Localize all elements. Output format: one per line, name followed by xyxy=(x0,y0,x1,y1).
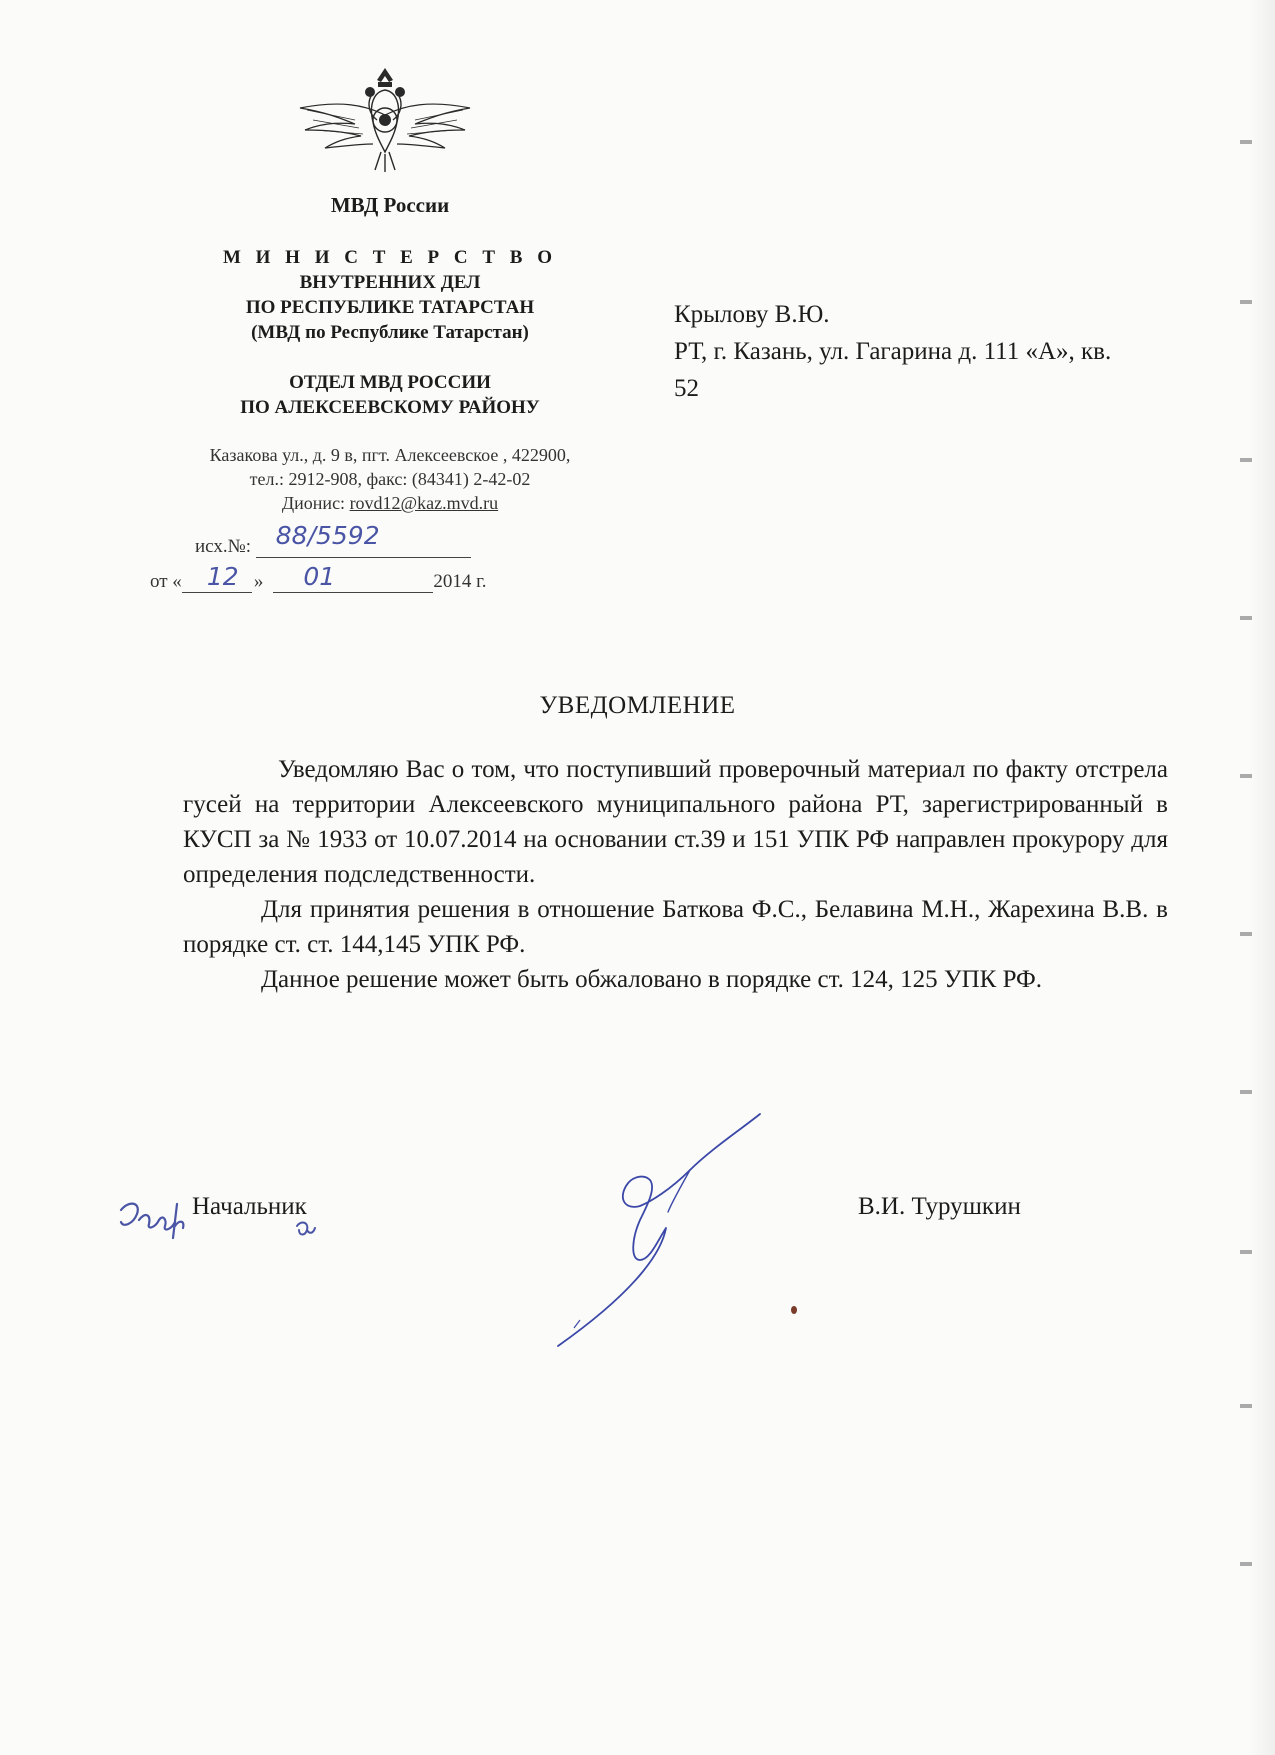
signature-scribble-icon xyxy=(540,1110,800,1350)
date-month-handwritten: 01 xyxy=(303,562,336,591)
outgoing-number-label: исх.№: xyxy=(195,536,252,557)
body-paragraph-1: Уведомляю Вас о том, что поступивший проверочный материал по факту отстрела гусей на территории Алексеевского муниципального района РТ, зарегистрированный в КУСП за № 1933 от 10.07.2014 на основании ст.39 и 151 УПК РФ направлен прокурору для определения подследственности. xyxy=(183,756,1168,888)
outgoing-date-row xyxy=(150,562,487,593)
email-link[interactable]: rovd12@kaz.mvd.ru xyxy=(349,493,499,513)
department-line-2: ПО АЛЕКСЕЕВСКОМУ РАЙОНУ xyxy=(240,397,540,418)
body-paragraph-3: Данное решение может быть обжаловано в порядке ст. 124, 125 УПК РФ. xyxy=(261,966,1043,993)
outgoing-number-field xyxy=(256,521,471,558)
department-block xyxy=(130,370,650,420)
department-line-1: ОТДЕЛ МВД РОССИИ xyxy=(289,372,491,393)
mvd-emblem-icon xyxy=(285,60,485,185)
recipient-address-1: РТ, г. Казань, ул. Гагарина д. 111 «А», кв. xyxy=(674,338,1112,365)
ministry-line-3: ПО РЕСПУБЛИКЕ ТАТАРСТАН xyxy=(245,297,535,318)
phones-line: тел.: 2912-908, факс: (84341) 2-42-02 xyxy=(249,469,531,489)
date-prefix: от « xyxy=(150,571,182,592)
signer-name: В.И. Турушкин xyxy=(858,1193,1021,1220)
recipient-name: Крылову В.Ю. xyxy=(674,301,830,328)
body-paragraph-2: Для принятия решения в отношение Баткова Ф.С., Белавина М.Н., Жарехина В.В. в порядке ст. ст. 144,145 УПК РФ. xyxy=(183,896,1168,958)
document-title: УВЕДОМЛЕНИЕ xyxy=(539,692,736,719)
contacts-block xyxy=(130,443,650,515)
ministry-title: М И Н И С Т Е Р С Т В О xyxy=(222,247,558,268)
page-edge-shadow xyxy=(1249,0,1275,1755)
date-day-field xyxy=(182,562,252,593)
date-day-handwritten: 12 xyxy=(206,562,239,591)
email-line xyxy=(130,491,650,515)
agency-short-name: МВД России xyxy=(330,193,450,217)
dionis-label: Дионис: xyxy=(281,493,346,513)
date-month-field xyxy=(273,562,433,593)
outgoing-number-handwritten: 88/5592 xyxy=(275,521,380,550)
ministry-line-4: (МВД по Республике Татарстан) xyxy=(251,322,529,343)
document-body xyxy=(183,752,1168,997)
recipient-address-2: 52 xyxy=(674,375,699,402)
recipient-block xyxy=(674,296,1214,407)
signer-role: Начальник xyxy=(192,1193,307,1220)
ministry-block xyxy=(130,245,650,345)
date-year: 2014 г. xyxy=(433,571,487,592)
outgoing-number-row xyxy=(195,521,471,558)
date-separator: » xyxy=(253,571,264,592)
address-line: Казакова ул., д. 9 в, пгт. Алексеевское , 422900, xyxy=(209,445,571,465)
ministry-line-2: ВНУТРЕННИХ ДЕЛ xyxy=(299,272,481,293)
